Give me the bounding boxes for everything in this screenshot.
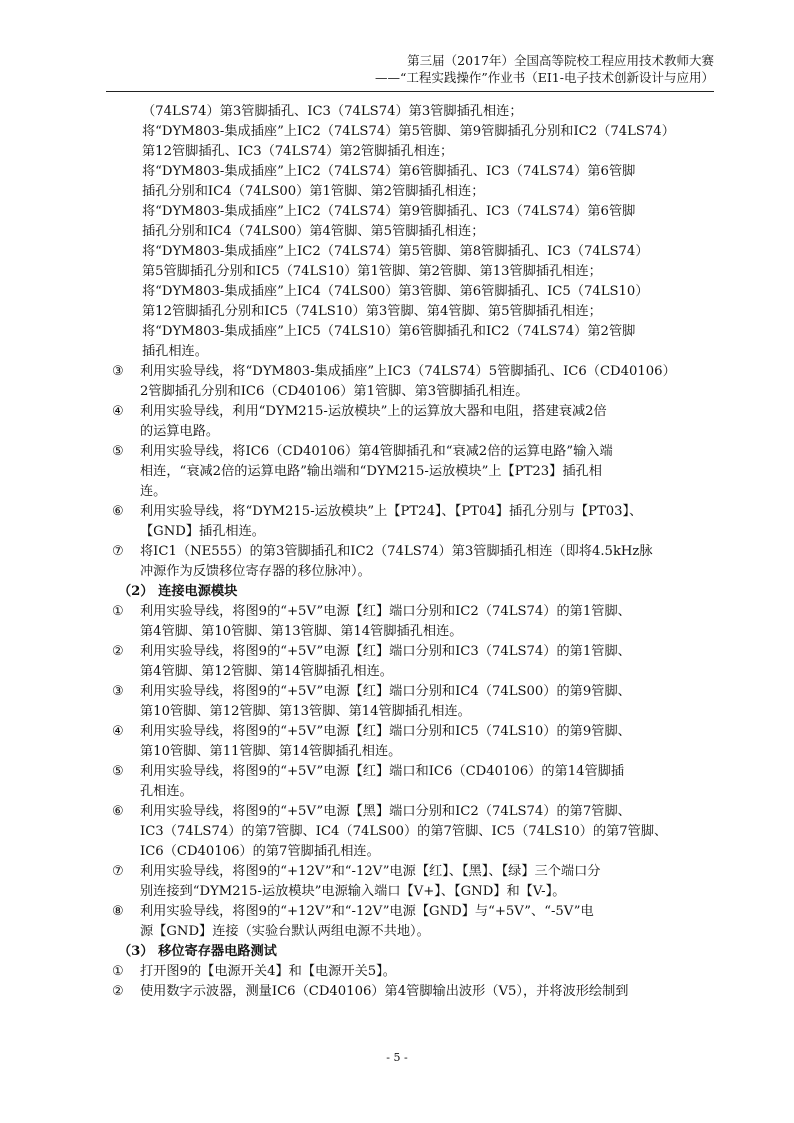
item-number: ③ [112, 684, 124, 699]
page-body [112, 102, 714, 1002]
item-number: ② [112, 984, 124, 999]
section-heading-power: （2） 连接电源模块 [118, 584, 238, 599]
text-line: 将“DYM803-集成插座”上IC2（74LS74）第6管脚插孔、IC3（74LS74）第6管脚 [142, 164, 636, 179]
power-steps-list [112, 602, 714, 942]
text-line: 将IC1（NE555）的第3管脚插孔和IC2（74LS74）第3管脚插孔相连（即将4.5kHz脉 [140, 544, 653, 559]
text-line: 孔相连。 [140, 784, 193, 799]
list-item [112, 442, 714, 502]
item-text [140, 802, 714, 862]
text-line: （74LS74）第3管脚插孔、IC3（74LS74）第3管脚插孔相连； [142, 104, 523, 119]
text-line: IC3（74LS74）的第7管脚、IC4（74LS00）的第7管脚、IC5（74LS10）的第7管脚、 [140, 824, 668, 839]
item-text [140, 682, 714, 722]
item-text [140, 902, 714, 942]
header-title: 第三届（2017年）全国高等院校工程应用技术教师大赛 [407, 53, 714, 68]
test-steps-list [112, 962, 714, 1002]
text-line: 将“DYM803-集成插座”上IC2（74LS74）第5管脚、第9管脚插孔分别和IC2（74LS74） [142, 124, 675, 139]
text-line: 利用实验导线，将图9的“+5V”电源【红】端口分别和IC4（74LS00）的第9管脚、 [140, 684, 631, 699]
item-text [140, 542, 714, 582]
item-number: ⑥ [112, 504, 124, 519]
item-number: ⑧ [112, 904, 124, 919]
item-text [140, 762, 714, 802]
text-line: 利用实验导线，将图9的“+5V”电源【红】端口分别和IC2（74LS74）的第1管脚、 [140, 604, 631, 619]
item-text [140, 442, 714, 502]
text-line: 第12管脚插孔分别和IC5（74LS10）第3管脚、第4管脚、第5管脚插孔相连； [142, 304, 602, 319]
item-text [140, 962, 714, 982]
text-line: 利用实验导线，将图9的“+12V”和“-12V”电源【红】、【黑】、【绿】三个端口分 [140, 864, 601, 879]
text-line: 使用数字示波器，测量IC6（CD40106）第4管脚输出波形（V5），并将波形绘制到 [140, 984, 629, 999]
item-number: ① [112, 964, 124, 979]
text-line: 源【GND】连接（实验台默认两组电源不共地）。 [140, 924, 430, 939]
item-number: ② [112, 644, 124, 659]
text-line: 将“DYM803-集成插座”上IC5（74LS10）第6管脚插孔和IC2（74LS74）第2管脚 [142, 324, 636, 339]
page-number: - 5 - [386, 1051, 408, 1064]
item-number: ⑦ [112, 544, 124, 559]
list-item [112, 762, 714, 802]
text-line: 连。 [140, 484, 167, 499]
item-number: ④ [112, 404, 124, 419]
text-line: 第12管脚插孔、IC3（74LS74）第2管脚插孔相连； [142, 144, 454, 159]
wiring-steps-list [112, 362, 714, 582]
list-item [112, 682, 714, 722]
text-line: 冲源作为反馈移位寄存器的移位脉冲）。 [140, 564, 371, 579]
text-line: 第5管脚插孔分别和IC5（74LS10）第1管脚、第2管脚、第13管脚插孔相连； [142, 264, 602, 279]
text-line: 插孔分别和IC4（74LS00）第1管脚、第2管脚插孔相连； [142, 184, 485, 199]
item-number: ⑤ [112, 764, 124, 779]
list-item [112, 362, 714, 402]
list-item [112, 502, 714, 542]
text-line: 插孔分别和IC4（74LS00）第4管脚、第5管脚插孔相连； [142, 224, 485, 239]
section-heading-test: （3） 移位寄存器电路测试 [118, 944, 277, 959]
text-line: 插孔相连。 [142, 344, 208, 359]
item-text [140, 362, 714, 402]
text-line: 利用实验导线，将图9的“+5V”电源【红】端口分别和IC3（74LS74）的第1管脚、 [140, 644, 631, 659]
text-line: 利用实验导线，将IC6（CD40106）第4管脚插孔和“衰减2倍的运算电路”输入端 [140, 444, 613, 459]
item-text [140, 982, 714, 1002]
text-line: 利用实验导线，将“DYM803-集成插座”上IC3（74LS74）5管脚插孔、IC6（CD40106） [140, 364, 676, 379]
text-line: 将“DYM803-集成插座”上IC2（74LS74）第5管脚、第8管脚插孔、IC3（74LS74） [142, 244, 649, 259]
continued-block [112, 102, 714, 362]
header-subtitle: ——“工程实践操作”作业书（EI1-电子技术创新设计与应用） [374, 70, 714, 85]
text-line: 【GND】插孔相连。 [140, 524, 265, 539]
list-item [112, 862, 714, 902]
list-item [112, 962, 714, 982]
text-line: 将“DYM803-集成插座”上IC2（74LS74）第9管脚插孔、IC3（74LS74）第6管脚 [142, 204, 636, 219]
list-item [112, 542, 714, 582]
text-line: 利用实验导线，将图9的“+5V”电源【黑】端口分别和IC2（74LS74）的第7管脚、 [140, 804, 631, 819]
item-number: ⑤ [112, 444, 124, 459]
header-rule [106, 91, 714, 92]
text-line: 第4管脚、第12管脚、第14管脚插孔相连。 [140, 664, 393, 679]
text-line: 第4管脚、第10管脚、第13管脚、第14管脚插孔相连。 [140, 624, 463, 639]
item-text [140, 722, 714, 762]
list-item [112, 902, 714, 942]
list-item [112, 722, 714, 762]
text-line: 别连接到“DYM215-运放模块”电源输入端口【V+】、【GND】和【V-】。 [140, 884, 566, 899]
item-text [140, 502, 714, 542]
list-item [112, 982, 714, 1002]
item-number: ⑦ [112, 864, 124, 879]
text-line: 打开图9的【电源开关4】和【电源开关5】。 [140, 964, 396, 979]
list-item [112, 602, 714, 642]
text-line: 利用实验导线，将图9的“+5V”电源【红】端口和IC6（CD40106）的第14管脚插 [140, 764, 625, 779]
list-item [112, 802, 714, 862]
page-header [106, 52, 714, 86]
text-line: 相连，“衰减2倍的运算电路”输出端和“DYM215-运放模块”上【PT23】插孔相 [140, 464, 602, 479]
text-line: 第10管脚、第11管脚、第14管脚插孔相连。 [140, 744, 402, 759]
item-text [140, 602, 714, 642]
text-line: IC6（CD40106）的第7管脚插孔相连。 [140, 844, 380, 859]
list-item [112, 402, 714, 442]
item-text [140, 642, 714, 682]
text-line: 2管脚插孔分别和IC6（CD40106）第1管脚、第3管脚插孔相连。 [140, 384, 529, 399]
item-number: ⑥ [112, 804, 124, 819]
text-line: 利用实验导线，将图9的“+12V”和“-12V”电源【GND】与“+5V”、“-5V”电 [140, 904, 594, 919]
text-line: 的运算电路。 [140, 424, 220, 439]
item-number: ③ [112, 364, 124, 379]
text-line: 利用实验导线，将“DYM215-运放模块”上【PT24】、【PT04】插孔分别与【PT03】、 [140, 504, 643, 519]
item-number: ④ [112, 724, 124, 739]
text-line: 利用实验导线，利用“DYM215-运放模块”上的运算放大器和电阻，搭建衰减2倍 [140, 404, 607, 419]
text-line: 利用实验导线，将图9的“+5V”电源【红】端口分别和IC5（74LS10）的第9管脚、 [140, 724, 631, 739]
text-line: 第10管脚、第12管脚、第13管脚、第14管脚插孔相连。 [140, 704, 471, 719]
item-text [140, 402, 714, 442]
item-number: ① [112, 604, 124, 619]
item-text [140, 862, 714, 902]
text-line: 将“DYM803-集成插座”上IC4（74LS00）第3管脚、第6管脚插孔、IC5（74LS10） [142, 284, 649, 299]
list-item [112, 642, 714, 682]
